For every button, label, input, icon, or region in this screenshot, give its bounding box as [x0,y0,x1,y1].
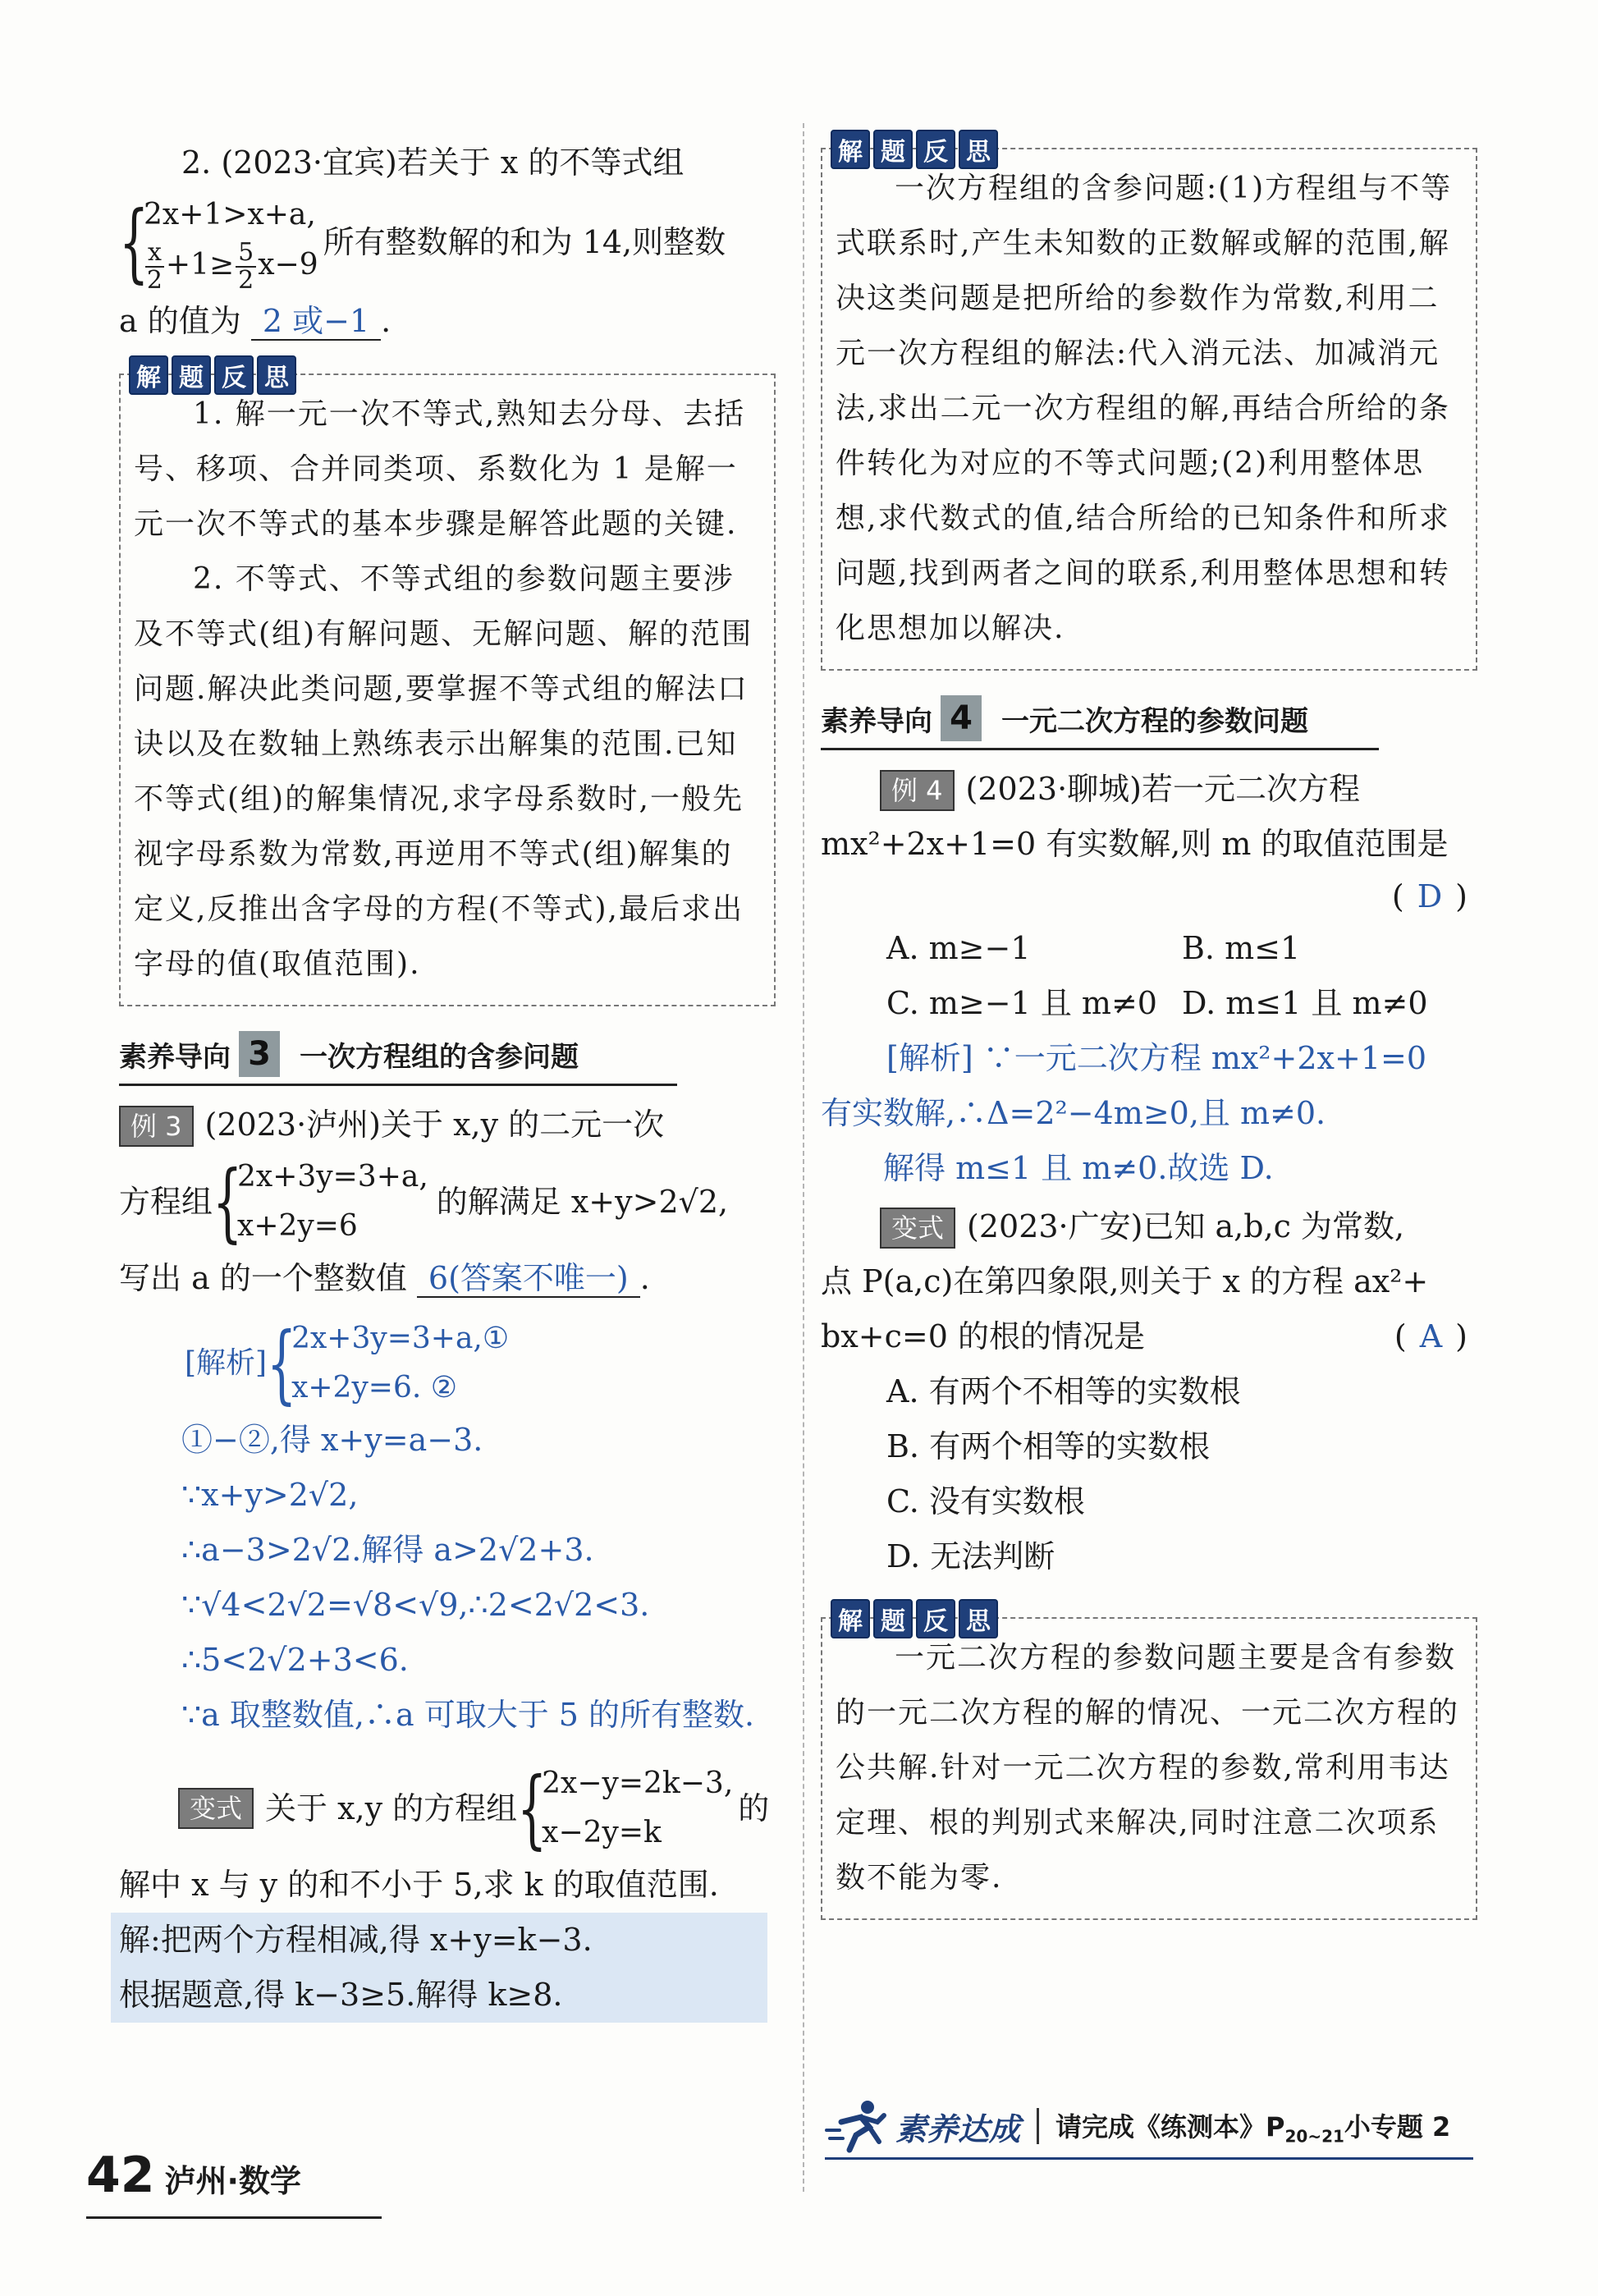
example-4-tag: 例 4 [880,770,955,811]
ex3-step3: ∴a−3>2√2.解得 a>2√2+3. [181,1532,594,1568]
ex3-step5: ∴5<2√2+3<6. [181,1642,409,1678]
ex3-step6: ∵a 取整数值,∴a 可取大于 5 的所有整数. [181,1697,755,1733]
reflection-tag: 解 题 反 思 [831,130,998,169]
runner-icon [825,2097,891,2155]
ex3-line3: 写出 a 的一个整数值 6(答案不唯一) . [119,1260,650,1296]
reflection-tag: 解 题 反 思 [831,1599,998,1638]
ex4-option-a: A. m≥−1 [886,930,1031,966]
var4-option-b: B. 有两个相等的实数根 [886,1428,1211,1464]
var3-solution [111,1913,767,2023]
ex4-sol3: 解得 m≤1 且 m≠0.故选 D. [883,1150,1274,1186]
section-4-heading: 素养导向 4 一元二次方程的参数问题 [821,695,1379,750]
var4-answer: A [1419,1318,1443,1354]
var4-line1: 变式 (2023·广安)已知 a,b,c 为常数, [821,1199,1477,1254]
q2-answer: 2 或−1 [251,303,381,341]
var4-option-c: C. 没有实数根 [886,1483,1085,1519]
brace-icon: { [267,1313,297,1414]
var4-line2: 点 P(a,c)在第四象限,则关于 x 的方程 ax²+ [821,1263,1429,1299]
left-column [119,135,776,2023]
q2-eq2: $\frac{x}{2}$ +1≥ $\frac{5}{2}$ x−9 [146,238,318,295]
var3-sol1: 解:把两个方程相减,得 x+y=k−3. [119,1922,593,1958]
footer-rule [86,2216,382,2219]
brand-label: 素养达成 [895,2110,1021,2147]
ex4-answer-paren: ( D ) [1391,878,1468,914]
ex4-option-b: B. m≤1 [1182,930,1301,966]
ex3-solution-system: [解析] { 2x+3y=3+a,① x+2y=6. ② [185,1313,510,1414]
ex4-line1: 例 4 (2023·聊城)若一元二次方程 [821,762,1477,817]
column-divider [803,123,804,2192]
var4-line3: bx+c=0 的根的情况是 ( A ) [821,1318,1468,1354]
q2-eq1: 2x+1>x+a, [144,198,316,231]
ex4-sol1: [解析] ∵一元二次方程 mx²+2x+1=0 [886,1040,1427,1076]
reflection-1-p1: 1. 解一元一次不等式,熟知去分母、去括号、移项、合并同类项、系数化为 1 是解一元一次不等式的基本步骤是解答此题的关键. [134,397,746,541]
section-3-heading: 素养导向 3 一次方程组的含参问题 [119,1031,677,1086]
ex3-step4: ∵√4<2√2=√8<√9,∴2<2√2<3. [181,1587,650,1623]
ex4-sol2: 有实数解,∴Δ=2²−4m≥0,且 m≠0. [821,1095,1326,1131]
reflection-box-2 [821,138,1477,671]
reflection-3-p1: 一元二次方程的参数问题主要是含有参数的一元二次方程的解的情况、一元二次方程的公共解.针对一元二次方程的参数,常利用韦达定理、根的判别式来解决,同时注意二次项系数不能为零. [836,1641,1460,1895]
footer-blue-line [825,2157,1473,2160]
q2-line1: 2. (2023·宜宾)若关于 x 的不等式组 [181,144,685,181]
variant-4-tag: 变式 [880,1208,955,1249]
q2-line3: a 的值为 2 或−1 . [119,303,391,339]
solution-tag: [解析] [185,1346,268,1380]
variant-3-tag: 变式 [178,1788,254,1829]
var4-option-d: D. 无法判断 [886,1538,1055,1574]
ex4-option-c: C. m≥−1 且 m≠0 [886,985,1157,1021]
page-number: 42 [86,2147,155,2204]
practice-reminder [825,2097,1473,2155]
brace-icon: { [119,192,149,292]
ex3-system: 方程组 { 2x+3y=3+a, x+2y=6 的解满足 x+y>2√2, [119,1152,729,1252]
reflection-2-p1: 一次方程组的含参问题:(1)方程组与不等式联系时,产生未知数的正数解或解的范围,解决这类问题是把所给的参数作为常数,利用二元一次方程组的解法:代入消元法、加减消元法,求出二元一次方程组的解,再结合所给的条件转化为对应的不等式问题;(2)利用整体思想,求代数式的值,结合所给的已知条件和所求问题,找到两者之间的联系,利用整体思想和转化思想加以解决. [836,172,1453,645]
book-title: 泸州·数学 [164,2163,301,2199]
brace-icon: { [213,1152,243,1252]
solution-tag: [解析] [886,1040,973,1076]
q2-system [119,190,776,294]
section-4-number: 4 [941,695,982,741]
footer-separator [1037,2108,1039,2144]
var3-line2: 解中 x 与 y 的和不小于 5,求 k 的取值范围. [119,1867,719,1903]
right-column [821,123,1477,1920]
ex3-step1: ①−②,得 x+y=a−3. [181,1422,483,1458]
ex3-line1: 例 3 (2023·泸州)关于 x,y 的二元一次 [119,1098,776,1153]
brace-icon: { [517,1758,547,1858]
section-3-number: 3 [239,1031,280,1077]
var3-sol2: 根据题意,得 k−3≥5.解得 k≥8. [119,1977,563,2013]
reflection-box-3 [821,1607,1477,1920]
ex4-answer: D [1417,878,1443,914]
ex4-option-d: D. m≤1 且 m≠0 [1182,985,1428,1021]
q2-after: 所有整数解的和为 14,则整数 [323,224,726,260]
var4-option-a: A. 有两个不相等的实数根 [886,1373,1241,1409]
practice-text: 请完成《练测本》$P_{20\sim 21}$小专题 2 [1055,2110,1451,2147]
reflection-box-1 [119,364,776,1006]
page-footer [86,2147,301,2204]
ex3-answer: 6(答案不唯一) [417,1260,640,1298]
ex4-line2: mx²+2x+1=0 有实数解,则 m 的取值范围是 [821,826,1449,862]
example-3-tag: 例 3 [119,1106,194,1147]
ex3-step2: ∵x+y>2√2, [181,1477,359,1513]
reflection-1-p2: 2. 不等式、不等式组的参数问题主要涉及不等式(组)有解问题、无解问题、解的范围问题.解决此类问题,要掌握不等式组的解法口诀以及在数轴上熟练表示出解集的范围.已知不等式(组)的解集情况,求字母系数时,一般先视字母系数为常数,再逆用不等式(组)解集的定义,反推出含字母的方程(不等式),最后求出字母的值(取值范围). [134,562,753,981]
reflection-tag: 解 题 反 思 [129,355,296,395]
var3-line1: 变式 关于 x,y 的方程组 { 2x−y=2k−3, x−2y=k 的 [119,1759,776,1858]
